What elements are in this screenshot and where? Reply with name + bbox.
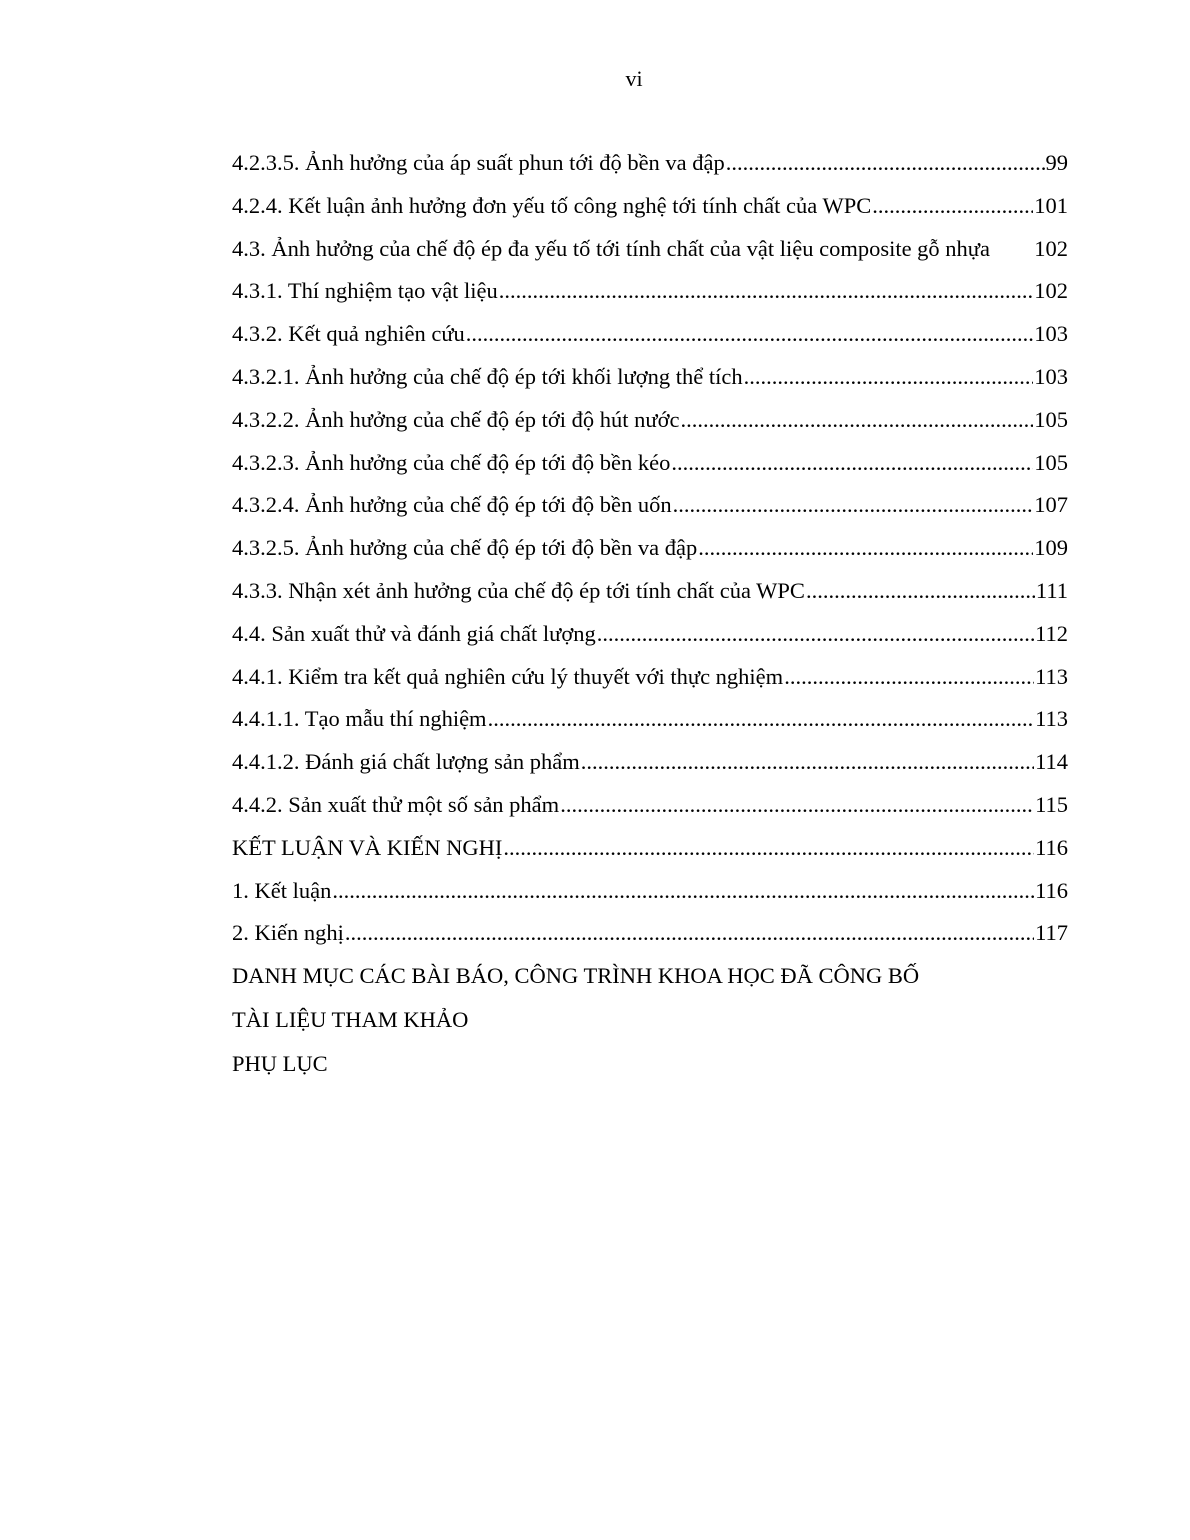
- toc-dot-leader: [597, 621, 1034, 647]
- toc-dot-leader: [560, 792, 1034, 818]
- toc-entry: [232, 578, 1068, 621]
- toc-entry: [232, 535, 1068, 578]
- toc-dot-leader: [698, 535, 1033, 561]
- toc-entry: [232, 749, 1068, 792]
- toc-entry-page: 107: [1034, 492, 1068, 518]
- toc-entry-page: 102: [1034, 278, 1068, 304]
- toc-entry-title: 4.3.2. Kết quả nghiên cứu: [232, 321, 465, 347]
- toc-dot-leader: [671, 450, 1033, 476]
- toc-dot-leader: [345, 920, 1034, 946]
- toc-entry-page: 114: [1035, 749, 1068, 775]
- toc-entry-title: 2. Kiến nghị: [232, 920, 344, 946]
- toc-entry: [232, 492, 1068, 535]
- toc-entry-title: 4.2.4. Kết luận ảnh hưởng đơn yếu tố công nghệ tới tính chất của WPC: [232, 192, 872, 218]
- toc-entry-title: 4.4.1.1. Tạo mẫu thí nghiệm: [232, 706, 487, 732]
- toc-entry: [232, 878, 1068, 921]
- toc-entry-title: 4.3.2.2. Ảnh hưởng của chế độ ép tới độ hút nước: [232, 406, 680, 432]
- toc-dot-leader: [673, 492, 1034, 518]
- toc-entry: [232, 1007, 1068, 1051]
- toc-dot-leader: [499, 278, 1033, 304]
- toc-entry: [232, 963, 1068, 1007]
- toc-entry: [232, 1051, 1068, 1095]
- toc-entry-title: 4.4. Sản xuất thử và đánh giá chất lượng: [232, 620, 596, 646]
- toc-entry-page: 117: [1035, 920, 1068, 946]
- toc-dot-leader: [806, 578, 1035, 604]
- toc-entry-title: PHỤ LỤC: [232, 1051, 328, 1077]
- toc-dot-leader: [784, 664, 1034, 690]
- toc-entry: [232, 621, 1068, 664]
- toc-entry: [232, 193, 1068, 236]
- toc-entry-title: 1. Kết luận: [232, 877, 332, 903]
- toc-entry: [232, 278, 1068, 321]
- toc-entry-title: 4.2.3.5. Ảnh hưởng của áp suất phun tới độ bền va đập: [232, 150, 725, 175]
- toc-entry: [232, 321, 1068, 364]
- toc-entry-page: 116: [1035, 877, 1068, 903]
- toc-dot-leader: [488, 706, 1035, 732]
- table-of-contents: [232, 150, 1068, 1095]
- toc-entry-title: KẾT LUẬN VÀ KIẾN NGHỊ: [232, 834, 503, 860]
- toc-dot-leader: [503, 835, 1034, 861]
- toc-entry-page: 101: [1034, 192, 1068, 218]
- toc-entry: [232, 706, 1068, 749]
- toc-entry-page: 105: [1034, 406, 1068, 432]
- toc-dot-leader: [581, 749, 1034, 775]
- toc-entry-page: 103: [1034, 321, 1068, 347]
- toc-dot-leader: [466, 321, 1033, 347]
- toc-entry-title: 4.4.1.2. Đánh giá chất lượng sản phẩm: [232, 749, 580, 775]
- toc-entry-page: 115: [1035, 791, 1068, 817]
- toc-entry-title: 4.3.2.1. Ảnh hưởng của chế độ ép tới khối lượng thể tích: [232, 363, 743, 389]
- toc-entry-page: 111: [1035, 577, 1068, 603]
- page-number: vi: [625, 66, 643, 91]
- toc-entry-page: 99: [1045, 150, 1068, 175]
- toc-dot-leader: [872, 193, 1033, 219]
- toc-entry-page: 102: [1034, 235, 1068, 261]
- toc-entry: [232, 407, 1068, 450]
- toc-dot-leader: [726, 150, 1045, 176]
- toc-entry-title: 4.3. Ảnh hưởng của chế độ ép đa yếu tố tới tính chất của vật liệu composite gỗ nhựa: [232, 235, 990, 261]
- toc-entry-title: 4.4.2. Sản xuất thử một số sản phẩm: [232, 791, 560, 817]
- toc-dot-leader: [332, 878, 1034, 904]
- toc-entry-title: 4.3.3. Nhận xét ảnh hưởng của chế độ ép tới tính chất của WPC: [232, 577, 805, 603]
- toc-entry: [232, 920, 1068, 963]
- toc-entry-title: 4.3.2.4. Ảnh hưởng của chế độ ép tới độ bền uốn: [232, 492, 672, 518]
- toc-entry-title: 4.3.1. Thí nghiệm tạo vật liệu: [232, 278, 498, 304]
- toc-dot-leader: [681, 407, 1034, 433]
- toc-entry: [232, 835, 1068, 878]
- toc-entry-title: TÀI LIỆU THAM KHẢO: [232, 1007, 469, 1033]
- toc-entry: [232, 236, 1068, 279]
- toc-entry-page: 103: [1034, 363, 1068, 389]
- toc-entry-title: 4.4.1. Kiểm tra kết quả nghiên cứu lý thuyết với thực nghiệm: [232, 663, 784, 689]
- toc-entry-page: 105: [1034, 449, 1068, 475]
- toc-entry-page: 116: [1035, 834, 1068, 860]
- toc-entry-page: 112: [1035, 620, 1068, 646]
- toc-entry-title: 4.3.2.5. Ảnh hưởng của chế độ ép tới độ bền va đập: [232, 535, 698, 561]
- toc-entry-page: 113: [1035, 706, 1068, 732]
- toc-entry-page: 113: [1035, 663, 1068, 689]
- toc-dot-leader: [744, 364, 1034, 390]
- toc-entry: [232, 664, 1068, 707]
- toc-entry: [232, 792, 1068, 835]
- toc-entry: [232, 450, 1068, 493]
- toc-entry-page: 109: [1034, 535, 1068, 561]
- toc-entry-title: 4.3.2.3. Ảnh hưởng của chế độ ép tới độ bền kéo: [232, 449, 671, 475]
- toc-entry: [232, 364, 1068, 407]
- toc-entry: [232, 150, 1068, 193]
- toc-entry-title: DANH MỤC CÁC BÀI BÁO, CÔNG TRÌNH KHOA HỌC ĐÃ CÔNG BỐ: [232, 963, 920, 989]
